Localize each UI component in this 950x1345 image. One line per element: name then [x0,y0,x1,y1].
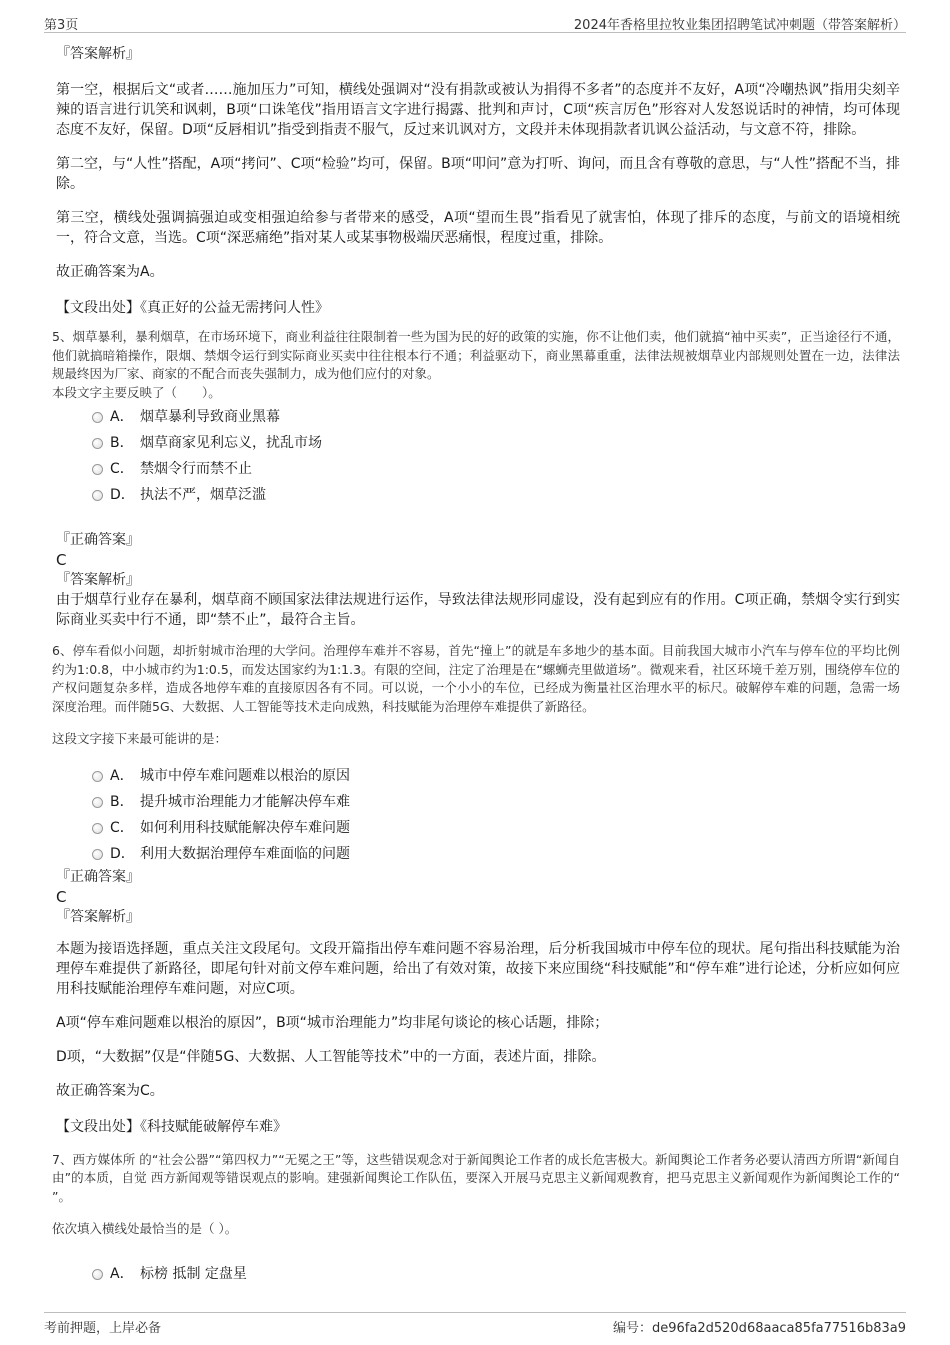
q6-analysis-p1: 本题为接语选择题，重点关注文段尾句。文段开篇指出停车难问题不容易治理，后分析我国城市中停车位的现状。尾句指出科技赋能为治理停车难提供了新路径，即尾句针对前文停车难问题，给出了有效对策，故接下来应围绕“科技赋能”和“停车难”进行论述，分析应如何应用科技赋能治理停车难问题，对应C项。 [56,940,900,997]
footer-slogan: 考前押题，上岸必备 [44,1321,162,1336]
q5-section [52,328,900,630]
option-text: 如何利用科技赋能解决停车难问题 [140,819,350,836]
radio-icon[interactable] [92,412,103,423]
option-text: 禁烟令行而禁不止 [140,461,252,477]
q5-answer-tag: 『正确答案』 [56,532,140,548]
q6-answer: C [56,887,67,906]
q6-stem: 6、停车看似小问题，却折射城市治理的大学问。治理停车难并不容易，首先“撞上”的就是车多地少的基本面。目前我国大城市小汽车与停车位的平均比例约为1:0.8，中小城市约为1:0.5，而发达国家约为1:1.3。有限的空间，注定了治理是在“螺蛳壳里做道场”。微观来看，社区环境千差万别，围绕停车位的产权问题复杂多样，造成各地停车难的直接原因各有不同。可以说，一个小小的车位，已经成为衡量社区治理水平的标尺。破解停车难的问题，急需一场深度治理。而伴随5G、大数据、人工智能等技术走向成熟，科技赋能为治理停车难提供了新路径。 [52,643,900,714]
footer-code-value: de96fa2d520d68aaca85fa77516b83a9 [652,1321,906,1336]
footer-code [613,1317,906,1336]
q6-question: 这段文字接下来最可能讲的是： [52,731,228,746]
option-letter: C． [110,461,134,477]
radio-icon[interactable] [92,438,103,449]
option-letter: D． [110,845,135,862]
q5-options [52,404,900,508]
q4-source: 【文段出处】《真正好的公益无需拷问人性》 [56,300,329,316]
q4-analysis-conclusion: 故正确答案为A。 [56,264,164,280]
radio-icon[interactable] [92,464,103,475]
option-letter: B． [110,435,134,451]
q5-stem: 5、烟草暴利，暴利烟草，在市场环境下，商业利益往往限制着一些为国为民的好的政策的实施，你不让他们卖，他们就搞“袖中买卖”，正当途径行不通，他们就搞暗箱操作，限烟、禁烟令运行到实际商业买卖中往往根本行不通；利益驱动下，商业黑幕重重，法律法规被烟草业内部规则处置在一边，法律法规最终因为厂家、商家的不配合而丧失强制力，成为他们应付的对象。 [52,329,900,381]
q7-section [52,1151,900,1287]
q6-option-b[interactable] [52,789,900,815]
q7-options [52,1261,900,1287]
q6-answer-tag: 『正确答案』 [56,868,140,885]
q6-options [52,763,900,867]
option-text: 烟草商家见利忘义，扰乱市场 [140,435,322,451]
q5-answer: C [56,551,67,569]
radio-icon[interactable] [92,1269,103,1280]
option-letter: A． [110,1265,134,1282]
q7-stem: 7、西方媒体所 的“社会公器”“第四权力”“无冕之王”等，这些错误观念对于新闻舆论工作者的成长危害极大。新闻舆论工作者务必要认清西方所谓“新闻自由”的本质，自觉 西方新闻观等错误观点的影响。建强新闻舆论工作队伍，要深入开展马克思主义新闻观教育，把马克思主义新闻观作为新闻舆论工作的“ ”。 [52,1151,900,1204]
radio-icon[interactable] [92,823,103,834]
q6-section [52,642,900,1137]
q6-option-c[interactable] [52,815,900,841]
q5-option-c[interactable] [52,456,900,482]
document-title: 2024年香格里拉牧业集团招聘笔试冲刺题（带答案解析） [573,18,906,33]
q7-question: 依次填入横线处最恰当的是（ ）。 [52,1221,238,1236]
radio-icon[interactable] [92,771,103,782]
q6-analysis-p2: A项“停车难问题难以根治的原因”，B项“城市治理能力”均非尾句谈论的核心话题，排除； [56,1014,609,1031]
option-letter: D． [110,487,135,503]
radio-icon[interactable] [92,849,103,860]
q4-analysis-tag: 『答案解析』 [56,46,140,62]
option-text: 提升城市治理能力才能解决停车难 [140,793,350,810]
q5-analysis-tag: 『答案解析』 [56,572,140,588]
q5-analysis: 由于烟草行业存在暴利，烟草商不顾国家法律法规进行运作，导致法律法规形同虚设，没有起到应有的作用。C项正确，禁烟令实行到实际商业买卖中行不通，即“禁不止”，最符合主旨。 [56,592,900,628]
q4-section [56,44,900,318]
page-header [44,10,906,33]
option-text: 城市中停车难问题难以根治的原因 [140,767,350,784]
q6-source: 【文段出处】《科技赋能破解停车难》 [56,1118,287,1135]
q6-analysis-tag: 『答案解析』 [56,908,140,925]
page-number: 第3页 [44,18,79,33]
option-text: 利用大数据治理停车难面临的问题 [140,845,350,862]
q4-analysis-p1: 第一空，根据后文“或者……施加压力”可知，横线处强调对“没有捐款或被认为捐得不多者”的态度并不友好，A项“冷嘲热讽”指用尖刻辛辣的语言进行讥笑和讽刺，B项“口诛笔伐”指用语言文字进行揭露、批判和声讨，C项“疾言厉色”形容对人发怒说话时的神情，均可体现态度不友好，保留。D项“反唇相讥”指受到指责不服气，反过来讥讽对方，文段并未体现捐款者讥讽公益活动，与文意不符，排除。 [56,82,900,138]
radio-icon[interactable] [92,797,103,808]
q4-analysis-p2: 第二空，与“人性”搭配，A项“拷问”、C项“检验”均可，保留。B项“叩问”意为打听、询问，而且含有尊敬的意思，与“人性”搭配不当，排除。 [56,156,900,192]
option-letter: C． [110,819,134,836]
radio-icon[interactable] [92,490,103,501]
footer-code-label: 编号： [613,1321,653,1336]
q6-analysis-conclusion: 故正确答案为C。 [56,1082,164,1099]
q5-option-d[interactable] [52,482,900,508]
option-text: 执法不严，烟草泛滥 [140,487,266,503]
option-text: 标榜 抵制 定盘星 [140,1265,247,1282]
option-letter: B． [110,793,134,810]
q6-option-d[interactable] [52,841,900,867]
q4-analysis-p3: 第三空，横线处强调搞强迫或变相强迫给参与者带来的感受，A项“望而生畏”指看见了就害怕，体现了排斥的态度，与前文的语境相统一，符合文意，当选。C项“深恶痛绝”指对某人或某事物极端厌恶痛恨，程度过重，排除。 [56,210,900,246]
document-body [52,44,900,1287]
q7-option-a[interactable] [52,1261,900,1287]
option-letter: A． [110,409,134,425]
q5-option-b[interactable] [52,430,900,456]
q5-question: 本段文字主要反映了（ ）。 [52,384,221,400]
option-letter: A． [110,767,134,784]
q6-option-a[interactable] [52,763,900,789]
option-text: 烟草暴利导致商业黑幕 [140,409,280,425]
q6-analysis-p3: D项，“大数据”仅是“伴随5G、大数据、人工智能等技术”中的一方面，表述片面，排除。 [56,1048,606,1065]
page-footer [44,1312,906,1335]
q5-option-a[interactable] [52,404,900,430]
